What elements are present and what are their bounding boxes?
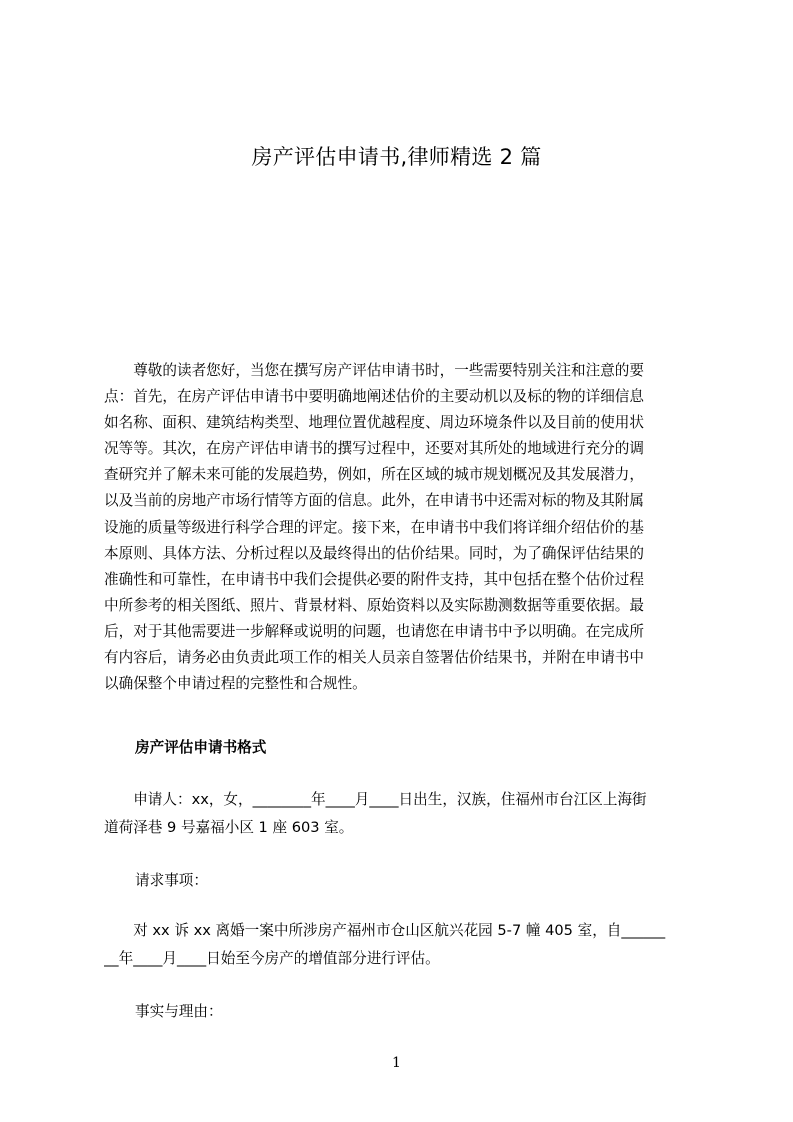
paragraph-line: 对 xx 诉 xx 离婚一案中所涉房产福州市仓山区航兴花园 5-7 幢 405 室，自______	[104, 922, 666, 939]
document-title: 房产评估申请书,律师精选 2 篇	[251, 145, 542, 169]
paragraph-line: __年____月____日始至今房产的增值部分进行评估。	[104, 949, 440, 967]
paragraph-line: 中所参考的相关图纸、照片、背景材料、原始资料以及实际勘测数据等重要依据。最	[104, 596, 644, 614]
paragraph-line: 本原则、具体方法、分析过程以及最终得出的估价结果。同时，为了确保评估结果的	[104, 544, 644, 562]
paragraph-line: 道荷泽巷 9 号嘉福小区 1 座 603 室。	[104, 818, 354, 836]
paragraph-line: 点：首先，在房产评估申请书中要明确地阐述估价的主要动机以及标的物的详细信息	[104, 388, 644, 406]
paragraph-line: 查研究并了解未来可能的发展趋势，例如，所在区域的城市规划概况及其发展潜力，	[104, 466, 644, 484]
paragraph-line: 以及当前的房地产市场行情等方面的信息。此外，在申请书中还需对标的物及其附属	[104, 492, 644, 510]
request-paragraph	[104, 917, 702, 972]
page-number: 1	[392, 1055, 401, 1071]
paragraph-line: 尊敬的读者您好，当您在撰写房产评估申请书时，一些需要特别关注和注意的要	[104, 362, 644, 379]
paragraph-line: 有内容后，请务必由负责此项工作的相关人员亲自签署估价结果书，并附在申请书中	[104, 649, 644, 667]
format-heading: 房产评估申请书格式	[135, 739, 267, 756]
paragraph-line: 况等等。其次，在房产评估申请书的撰写过程中，还要对其所处的地域进行充分的调	[104, 440, 644, 458]
paragraph-line: 以确保整个申请过程的完整性和合规性。	[104, 675, 367, 693]
paragraph-line: 申请人：xx，女，________年____月____日出生，汉族，住福州市台江区上海街	[104, 791, 647, 808]
paragraph-line: 设施的质量等级进行科学合理的评定。接下来，在申请书中我们将详细介绍估价的基	[104, 518, 644, 536]
facts-label: 事实与理由：	[135, 1003, 223, 1020]
request-label: 请求事项：	[135, 872, 208, 889]
paragraph-line: 后，对于其他需要进一步解释或说明的问题，也请您在申请书中予以明确。在完成所	[104, 622, 644, 640]
applicant-paragraph	[104, 786, 702, 841]
paragraph-line: 准确性和可靠性，在申请书中我们会提供必要的附件支持，其中包括在整个估价过程	[104, 570, 644, 588]
paragraph-line: 如名称、面积、建筑结构类型、地理位置优越程度、周边环境条件以及目前的使用状	[104, 414, 644, 432]
intro-paragraph	[104, 358, 698, 697]
